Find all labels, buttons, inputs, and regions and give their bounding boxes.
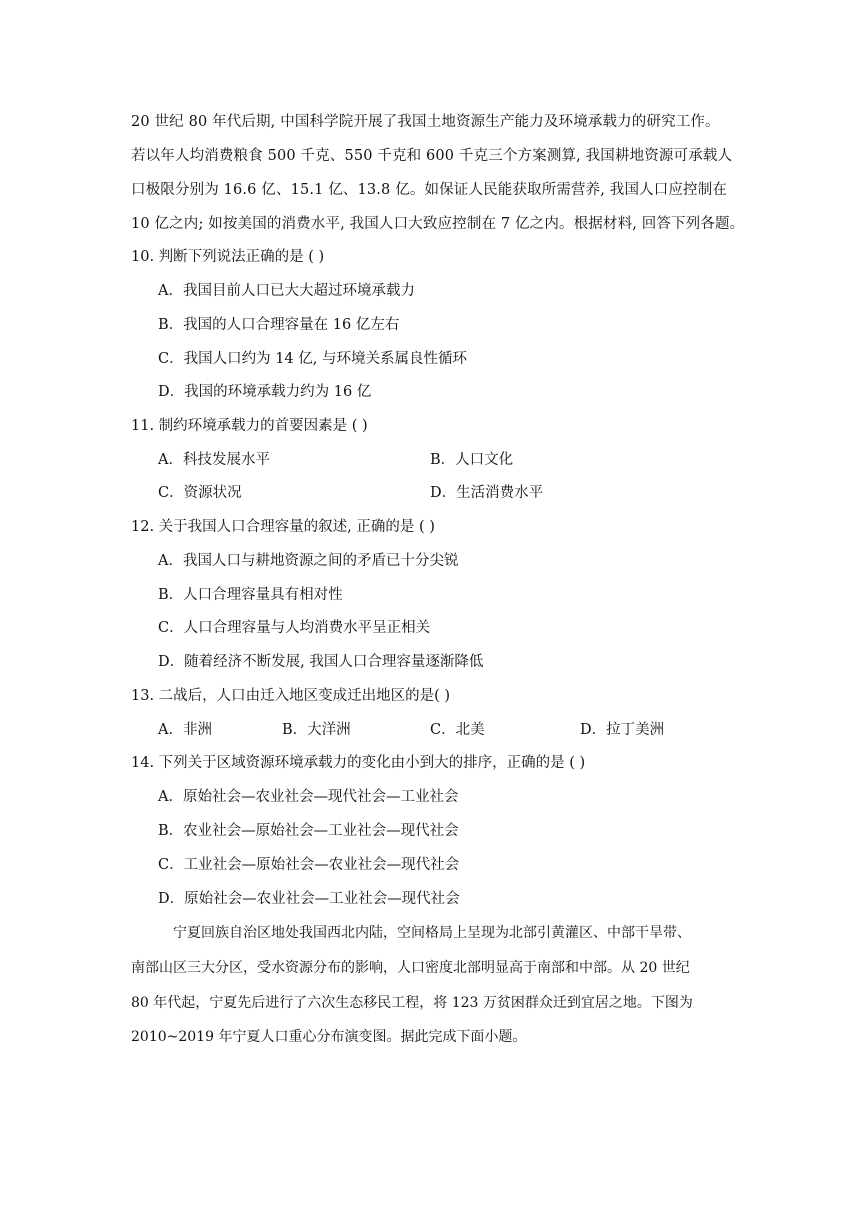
option-c: C．资源状况 xyxy=(158,485,242,501)
material-1-line: 口极限分别为 16.6 亿、15.1 亿、13.8 亿。如保证人民能获取所需营养, 我国人口应控制在 xyxy=(131,182,728,198)
option-row xyxy=(0,478,860,508)
option-b: B．人口文化 xyxy=(430,452,514,468)
option-b: B．农业社会—原始社会—工业社会—现代社会 xyxy=(158,823,459,839)
material-1-line: 若以年人均消费粮食 500 千克、550 千克和 600 千克三个方案测算, 我国耕地资源可承载人 xyxy=(131,148,733,164)
option-a: A．科技发展水平 xyxy=(158,452,270,468)
question-stem: 12. 关于我国人口合理容量的叙述, 正确的是 ( ) xyxy=(131,519,435,535)
material-2-line: 2010~2019 年宁夏人口重心分布演变图。据此完成下面小题。 xyxy=(131,1029,527,1045)
material-2-line: 80 年代起，宁夏先后进行了六次生态移民工程，将 123 万贫困群众迁到宜居之地。下图为 xyxy=(131,995,693,1011)
question-stem: 13. 二战后，人口由迁入地区变成迁出地区的是( ) xyxy=(131,688,451,704)
option-c: C．北美 xyxy=(430,722,485,738)
material-1-line: 20 世纪 80 年代后期, 中国科学院开展了我国土地资源生产能力及环境承载力的研究工作。 xyxy=(131,114,720,130)
option-a: A．我国目前人口已大大超过环境承载力 xyxy=(158,283,415,299)
option-a: A．我国人口与耕地资源之间的矛盾已十分尖锐 xyxy=(158,553,459,569)
material-2-line: 南部山区三大分区，受水资源分布的影响，人口密度北部明显高于南部和中部。从 20 世纪 xyxy=(131,960,690,976)
option-row xyxy=(0,715,860,745)
option-a: A．原始社会—农业社会—现代社会—工业社会 xyxy=(158,789,459,805)
option-d: D．生活消费水平 xyxy=(430,485,544,501)
option-b: B．人口合理容量具有相对性 xyxy=(158,587,343,603)
option-c: C．人口合理容量与人均消费水平呈正相关 xyxy=(158,620,431,636)
option-d: D．随着经济不断发展, 我国人口合理容量逐渐降低 xyxy=(158,654,484,670)
option-b: B．我国的人口合理容量在 16 亿左右 xyxy=(158,317,400,333)
material-1-line: 10 亿之内; 如按美国的消费水平, 我国人口大致应控制在 7 亿之内。根据材料, 回答下列各题。 xyxy=(131,216,745,232)
option-c: C．我国人口约为 14 亿, 与环境关系属良性循环 xyxy=(158,351,467,367)
question-stem: 11. 制约环境承载力的首要因素是 ( ) xyxy=(131,418,368,434)
material-2-line: 宁夏回族自治区地处我国西北内陆，空间格局上呈现为北部引黄灌区、中部干旱带、 xyxy=(173,925,691,941)
option-d: D．原始社会—农业社会—工业社会—现代社会 xyxy=(158,891,460,907)
option-a: A．非洲 xyxy=(158,722,212,738)
option-d: D．拉丁美洲 xyxy=(580,722,665,738)
option-c: C．工业社会—原始社会—农业社会—现代社会 xyxy=(158,857,460,873)
question-stem: 10. 判断下列说法正确的是 ( ) xyxy=(131,249,325,265)
option-row xyxy=(0,445,860,475)
option-b: B．大洋洲 xyxy=(282,722,351,738)
question-stem: 14. 下列关于区域资源环境承载力的变化由小到大的排序，正确的是 ( ) xyxy=(131,755,586,771)
option-d: D．我国的环境承载力约为 16 亿 xyxy=(158,384,372,400)
